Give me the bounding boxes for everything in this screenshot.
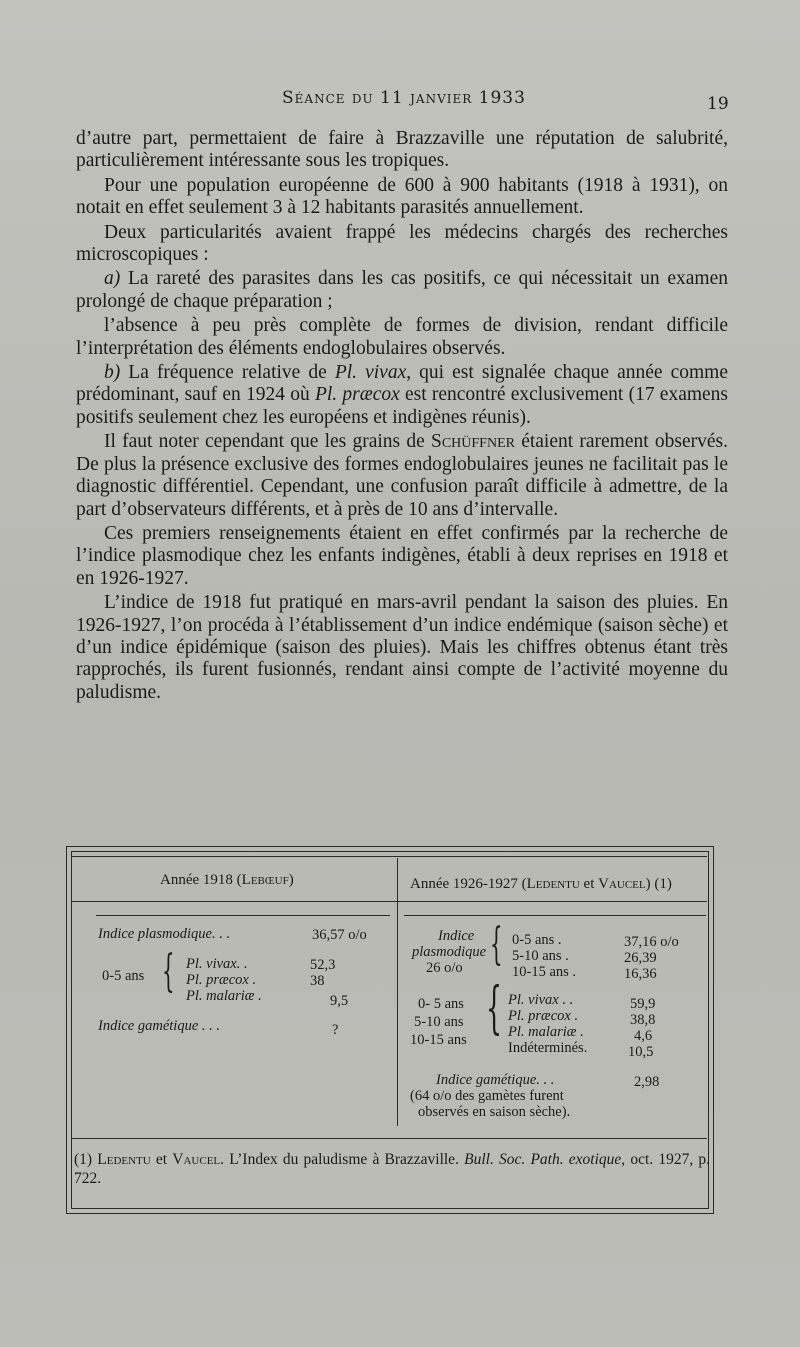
- p5-pre: La fréquence relative de: [120, 362, 335, 384]
- right-age-group-1: 0- 5 ans: [418, 996, 464, 1012]
- left-species-vivax: Pl. vivax. .: [186, 956, 248, 972]
- p5-mid: , qui est signalée chaque année comme prédominant, sauf en 1924 où: [76, 362, 728, 406]
- paragraph-5: [76, 362, 728, 429]
- footnote: [74, 1150, 710, 1188]
- p5-post: est rencontré exclusivement (17 examens positifs seulement chez les européens et indigènes réunis).: [76, 384, 729, 428]
- right-species-malariae: Pl. malariæ .: [508, 1024, 584, 1040]
- p6-pre: Il faut noter cependant que les grains de: [104, 431, 431, 453]
- left-age-group: 0-5 ans: [102, 968, 145, 984]
- running-head: Séance du 11 janvier 1933: [282, 88, 526, 108]
- left-header-pre: Année 1918 (: [160, 872, 242, 888]
- left-value-praecox: 38: [310, 973, 325, 989]
- right-age-5-10: 5-10 ans .: [512, 948, 569, 964]
- species-praecox: Pl. præcox: [314, 384, 400, 406]
- right-brace-2: {: [486, 976, 503, 1041]
- right-value-vivax: 59,9: [630, 996, 656, 1012]
- left-brace: {: [162, 946, 175, 997]
- right-species-praecox: Pl. præcox .: [508, 1008, 579, 1024]
- right-header-post: ) (1): [645, 876, 672, 892]
- right-age-group-2: 5-10 ans: [414, 1014, 464, 1030]
- paragraph-2: Pour une population européenne de 600 à 900 habitants (1918 à 1931), on notait en effet seulement 3 à 12 habitants parasités annuellement.: [76, 174, 728, 219]
- footnote-author-2: Vaucel: [172, 1151, 221, 1168]
- paragraph-6: [76, 431, 728, 521]
- left-header-author: Lebœuf: [241, 872, 289, 888]
- right-value-praecox: 38,8: [630, 1012, 656, 1028]
- left-species-praecox: Pl. præcox .: [186, 972, 257, 988]
- right-age-0-5: 0-5 ans .: [512, 932, 562, 948]
- right-indice-label-3: 26 o/o: [426, 960, 463, 976]
- right-age-group-3: 10-15 ans: [410, 1032, 467, 1048]
- right-header-author-1: Ledentu: [526, 876, 580, 892]
- table-header-rule: [71, 901, 707, 902]
- footnote-marker: (1): [74, 1151, 98, 1168]
- footnote-rest: , oct. 1927, p. 722.: [74, 1151, 711, 1187]
- footnote-journal: Bull. Soc. Path. exotique: [464, 1151, 622, 1168]
- left-header-post: ): [288, 872, 294, 888]
- left-species-malariae: Pl. malariæ .: [186, 988, 262, 1004]
- paragraph-3: Deux particularités avaient frappé les médecins chargés des recherches microscopiques :: [76, 221, 728, 266]
- left-indice-plasmodique-label: Indice plasmodique. . .: [98, 926, 231, 942]
- species-vivax: Pl. vivax: [334, 362, 407, 384]
- left-column-header: [160, 872, 294, 888]
- author-schuffner: Schüffner: [430, 431, 515, 453]
- right-species-indetermines: Indéterminés.: [508, 1040, 588, 1056]
- left-indice-gametique-value: ?: [332, 1022, 339, 1038]
- left-value-vivax: 52,3: [310, 957, 336, 973]
- left-value-malariae: 9,5: [330, 993, 349, 1009]
- paragraph-7: Ces premiers renseignements étaient en effet confirmés par la recherche de l’indice plasmodique chez les enfants indigènes, établi à deux reprises en 1918 et en 1926-1927.: [76, 522, 728, 589]
- right-age-value-2: 26,39: [624, 950, 657, 966]
- right-age-value-1: 37,16 o/o: [624, 934, 679, 950]
- right-gametique-note-1: (64 o/o des gamètes furent: [410, 1088, 564, 1104]
- right-indice-gametique-label: Indice gamétique. . .: [436, 1072, 555, 1088]
- right-header-pre: Année 1926-1927 (: [410, 876, 527, 892]
- item-label-a: a): [104, 268, 121, 290]
- table-right-subrule: [404, 915, 706, 916]
- item-a-text: La rareté des parasites dans les cas positifs, ce qui nécessitait un examen prolongé de chaque préparation ;: [76, 268, 728, 312]
- paragraph-8: L’indice de 1918 fut pratiqué en mars-avril pendant la saison des pluies. En 1926-1927, l’on procéda à l’établissement d’un indice endémique (saison sèche) et d’un indice épidémique (saison des pluies). Mais les chiffres obtenus étant très rapprochés, ils furent fusionnés, rendant ainsi compte de l’activité moyenne du paludisme.: [76, 592, 728, 703]
- paragraph-1: d’autre part, permettaient de faire à Brazzaville une réputation de salubrité, particulièrement intéressante sous les tropiques.: [76, 128, 728, 172]
- body-text: [76, 128, 728, 706]
- right-header-mid: et: [579, 876, 599, 892]
- right-indice-label-1: Indice: [438, 928, 475, 944]
- right-brace-1: {: [490, 919, 503, 970]
- item-label-b: b): [104, 362, 121, 384]
- p6-post: étaient rarement observés. De plus la présence exclusive des formes endoglobulaires jeunes ne facilitait pas le diagnostic différentiel. Cependant, une confusion paraît difficile à admettre, de la part d’observateurs différents, et à près de 10 ans d’intervalle.: [76, 431, 728, 520]
- right-indice-gametique-value: 2,98: [634, 1074, 660, 1090]
- table-top-rule: [71, 856, 707, 857]
- left-indice-gametique-label: Indice gamétique . . .: [98, 1018, 221, 1034]
- page-number: 19: [707, 94, 729, 114]
- right-gametique-note-2: observés en saison sèche).: [418, 1104, 571, 1120]
- right-column-header: [410, 876, 672, 892]
- right-species-vivax: Pl. vivax . .: [508, 992, 574, 1008]
- footnote-author-1: Ledentu: [97, 1151, 151, 1168]
- footnote-text: . L’Index du paludisme à Brazzaville.: [220, 1151, 465, 1168]
- right-indice-label-2: plasmodique: [412, 944, 487, 960]
- table-column-divider: [397, 858, 398, 1126]
- right-age-value-3: 16,36: [624, 966, 657, 982]
- right-header-author-2: Vaucel: [598, 876, 646, 892]
- right-age-10-15: 10-15 ans .: [512, 964, 577, 980]
- paragraph-4a: [76, 268, 728, 313]
- right-value-indetermines: 10,5: [628, 1044, 654, 1060]
- footnote-and: et: [150, 1151, 173, 1168]
- right-value-malariae: 4,6: [634, 1028, 653, 1044]
- table-bottom-rule: [71, 1138, 707, 1139]
- table-left-subrule: [96, 915, 390, 916]
- paragraph-4b: l’absence à peu près complète de formes de division, rendant difficile l’interprétation des éléments endoglobulaires observés.: [76, 315, 728, 359]
- left-indice-plasmodique-value: 36,57 o/o: [312, 927, 367, 943]
